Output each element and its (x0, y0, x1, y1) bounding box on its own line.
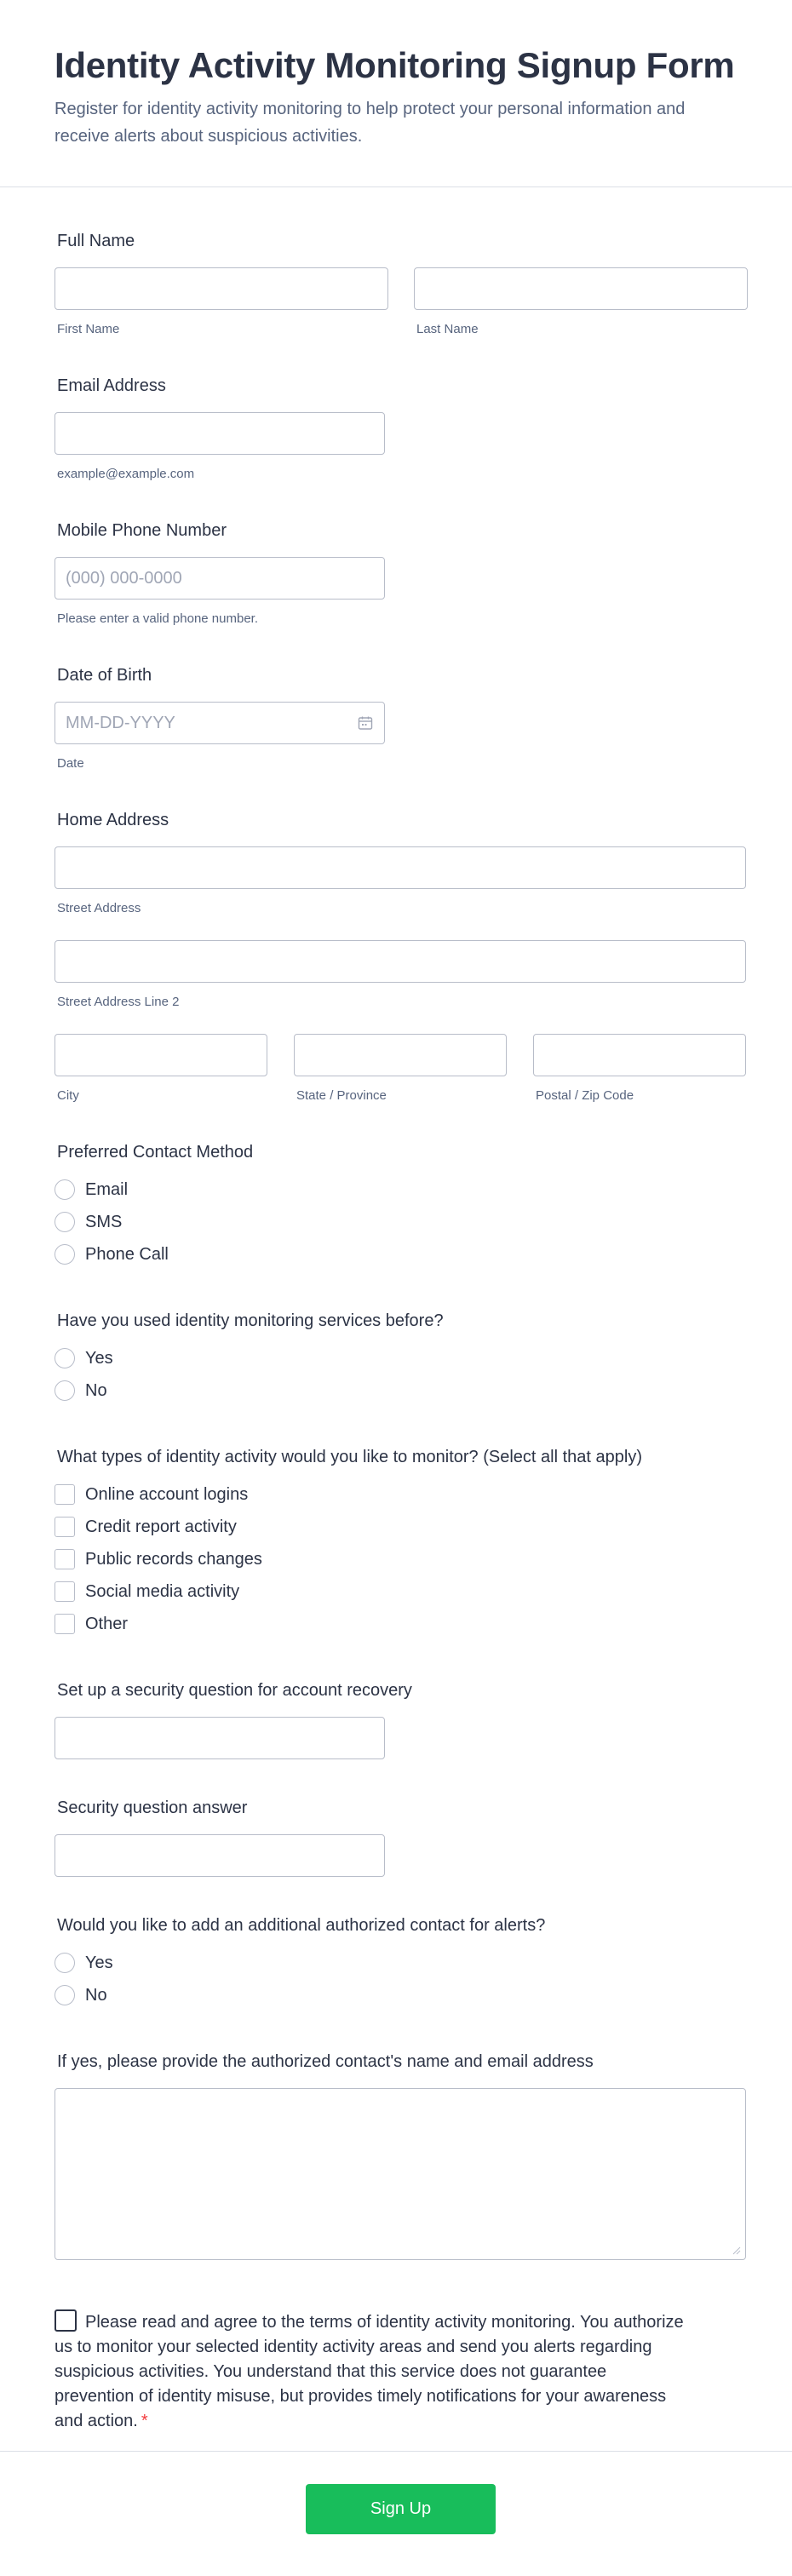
dob-sublabel: Date (57, 756, 84, 771)
used-before-field (55, 1310, 737, 1407)
email-label: Email Address (57, 376, 166, 395)
phone-field (55, 519, 737, 627)
radio-button[interactable] (55, 1179, 75, 1200)
zip-input[interactable] (533, 1034, 746, 1076)
terms-field (55, 2309, 737, 2434)
city-sublabel: City (57, 1088, 79, 1103)
zip-sublabel: Postal / Zip Code (536, 1088, 634, 1103)
contact-method-field (55, 1141, 737, 1271)
full-name-field (55, 187, 737, 337)
additional-contact-label: Would you like to add an additional authorized contact for alerts? (57, 1916, 546, 1935)
security-question-input[interactable] (55, 1717, 385, 1759)
option-label: SMS (85, 1212, 123, 1231)
option-label: No (85, 1985, 107, 2005)
option-label: Social media activity (85, 1581, 240, 1601)
option-label: Public records changes (85, 1549, 262, 1569)
contact-method-option-email[interactable] (55, 1173, 737, 1206)
checkbox[interactable] (55, 1484, 75, 1505)
activity-option-public-records[interactable] (55, 1543, 737, 1575)
terms-checkbox[interactable] (55, 2309, 77, 2332)
contact-method-label: Preferred Contact Method (57, 1143, 254, 1162)
street-address-line2-sublabel: Street Address Line 2 (57, 995, 180, 1009)
address-label: Home Address (57, 811, 169, 829)
state-sublabel: State / Province (296, 1088, 387, 1103)
checkbox[interactable] (55, 1614, 75, 1634)
state-input[interactable] (294, 1034, 507, 1076)
phone-sublabel: Please enter a valid phone number. (57, 611, 258, 626)
form-description: Register for identity activity monitoring to help protect your personal information and receive alerts about suspicious activities. (55, 100, 686, 146)
option-label: Online account logins (85, 1484, 249, 1504)
dob-field (55, 664, 737, 772)
email-sublabel: example@example.com (57, 467, 195, 481)
option-label: No (85, 1380, 107, 1400)
resize-handle-icon[interactable] (732, 2246, 741, 2255)
street-address-line2-input[interactable] (55, 940, 746, 983)
security-answer-field (55, 1797, 737, 1877)
security-question-field (55, 1679, 737, 1759)
required-asterisk: * (141, 2412, 148, 2430)
option-label: Yes (85, 1953, 113, 1972)
security-question-label: Set up a security question for account recovery (57, 1681, 412, 1700)
security-answer-input[interactable] (55, 1834, 385, 1877)
used-before-label: Have you used identity monitoring services before? (57, 1311, 444, 1330)
option-label: Other (85, 1614, 129, 1633)
contact-method-option-phone-call[interactable] (55, 1238, 737, 1271)
activity-types-field (55, 1446, 737, 1640)
activity-option-credit-report[interactable] (55, 1511, 737, 1543)
address-field (55, 809, 737, 1104)
full-name-label: Full Name (57, 232, 135, 250)
option-label: Credit report activity (85, 1517, 237, 1536)
used-before-option-no[interactable] (55, 1374, 737, 1407)
form-header (0, 0, 792, 187)
email-field (55, 375, 737, 482)
phone-label: Mobile Phone Number (57, 521, 227, 540)
additional-contact-option-no[interactable] (55, 1979, 737, 2011)
street-address-sublabel: Street Address (57, 901, 141, 915)
form-footer (0, 2451, 792, 2576)
city-input[interactable] (55, 1034, 267, 1076)
radio-button[interactable] (55, 1244, 75, 1265)
first-name-input[interactable] (55, 267, 388, 310)
form-title: Identity Activity Monitoring Signup Form (55, 45, 735, 85)
terms-text: Please read and agree to the terms of identity activity monitoring. You authorize us to monitor your selected identity activity areas and send you alerts regarding suspicious activities. You understand that this service does not guarantee prevention of identity misuse, but provides timely notifications for your awareness and action. (55, 2313, 684, 2430)
checkbox[interactable] (55, 1581, 75, 1602)
last-name-input[interactable] (414, 267, 748, 310)
contact-method-option-sms[interactable] (55, 1206, 737, 1238)
calendar-icon[interactable] (358, 715, 373, 731)
street-address-input[interactable] (55, 846, 746, 889)
sign-up-button[interactable]: Sign Up (306, 2484, 496, 2534)
terms-label[interactable] (55, 2309, 685, 2434)
authorized-contact-label: If yes, please provide the authorized contact's name and email address (57, 2052, 594, 2071)
security-answer-label: Security question answer (57, 1799, 248, 1817)
radio-button[interactable] (55, 1985, 75, 2005)
dob-label: Date of Birth (57, 666, 152, 685)
activity-types-label: What types of identity activity would you like to monitor? (Select all that apply) (57, 1448, 642, 1466)
email-input[interactable] (55, 412, 385, 455)
activity-option-other[interactable] (55, 1608, 737, 1640)
radio-button[interactable] (55, 1953, 75, 1973)
option-label: Email (85, 1179, 129, 1199)
radio-button[interactable] (55, 1380, 75, 1401)
radio-button[interactable] (55, 1212, 75, 1232)
phone-input[interactable] (55, 557, 385, 600)
activity-option-social-media[interactable] (55, 1575, 737, 1608)
authorized-contact-field (55, 2051, 737, 2260)
used-before-option-yes[interactable] (55, 1342, 737, 1374)
checkbox[interactable] (55, 1549, 75, 1569)
first-name-sublabel: First Name (57, 322, 120, 336)
additional-contact-option-yes[interactable] (55, 1947, 737, 1979)
option-label: Phone Call (85, 1244, 169, 1264)
option-label: Yes (85, 1348, 113, 1368)
radio-button[interactable] (55, 1348, 75, 1368)
activity-option-online-logins[interactable] (55, 1478, 737, 1511)
dob-input[interactable] (55, 702, 385, 744)
additional-contact-field (55, 1914, 737, 2011)
checkbox[interactable] (55, 1517, 75, 1537)
signup-form (0, 187, 792, 2434)
authorized-contact-textarea[interactable] (55, 2088, 746, 2260)
last-name-sublabel: Last Name (416, 322, 479, 336)
